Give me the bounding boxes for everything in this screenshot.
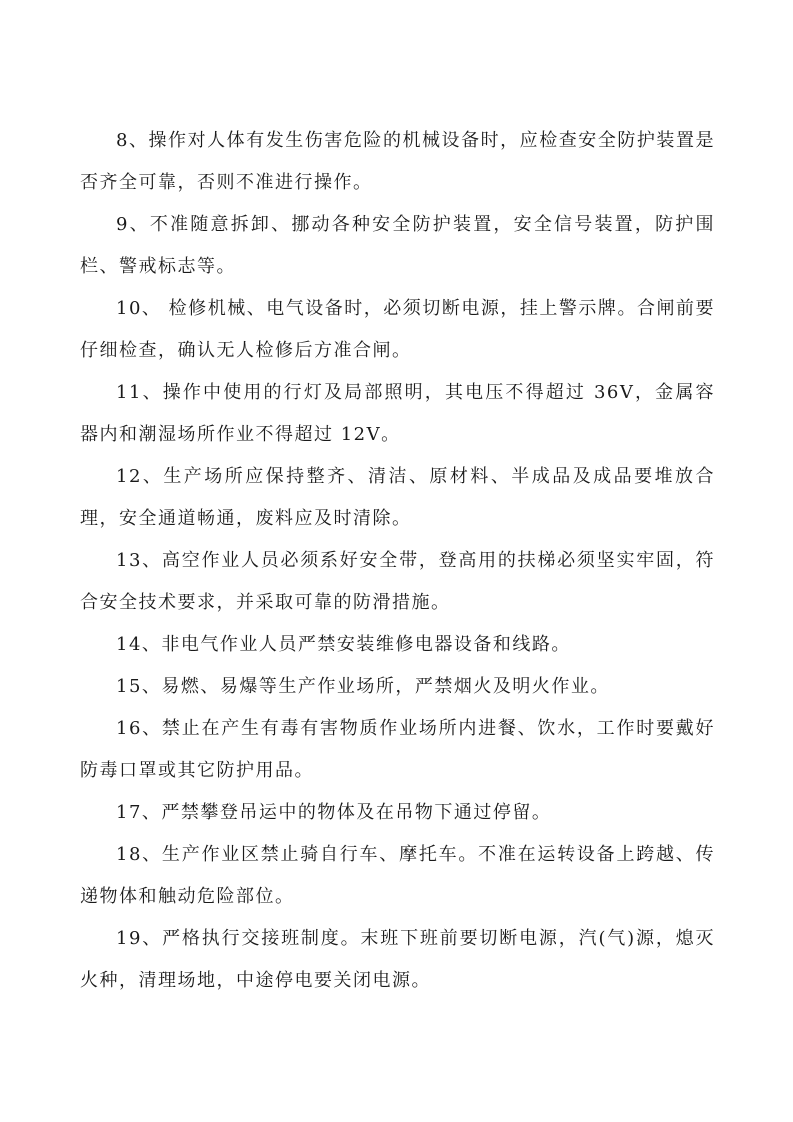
paragraph-rule-12: 12、生产场所应保持整齐、清洁、原材料、半成品及成品要堆放合理，安全通道畅通，废料应及时清除。 bbox=[80, 466, 715, 529]
paragraph-rule-17: 17、严禁攀登吊运中的物体及在吊物下通过停留。 bbox=[116, 802, 552, 823]
paragraph-rule-14: 14、非电气作业人员严禁安装维修电器设备和线路。 bbox=[116, 634, 571, 655]
paragraph-rule-11: 11、操作中使用的行灯及局部照明，其电压不得超过 36V，金属容器内和潮湿场所作业不得超过 12V。 bbox=[80, 382, 715, 445]
paragraph-rule-19: 19、严格执行交接班制度。末班下班前要切断电源，汽(气)源，熄灭火种，清理场地，中途停电要关闭电源。 bbox=[80, 928, 715, 991]
document-body bbox=[80, 120, 715, 1002]
paragraph-rule-10: 10、 检修机械、电气设备时，必须切断电源，挂上警示牌。合闸前要仔细检查，确认无人检修后方准合闸。 bbox=[80, 298, 715, 361]
paragraph-rule-16: 16、禁止在产生有毒有害物质作业场所内进餐、饮水，工作时要戴好防毒口罩或其它防护用品。 bbox=[80, 718, 715, 781]
paragraph-rule-13: 13、高空作业人员必须系好安全带，登高用的扶梯必须坚实牢固，符合安全技术要求，并采取可靠的防滑措施。 bbox=[80, 550, 715, 613]
paragraph-rule-15: 15、易燃、易爆等生产作业场所，严禁烟火及明火作业。 bbox=[116, 676, 610, 697]
paragraph-rule-18: 18、生产作业区禁止骑自行车、摩托车。不准在运转设备上跨越、传递物体和触动危险部位。 bbox=[80, 844, 715, 907]
paragraph-rule-8: 8、操作对人体有发生伤害危险的机械设备时，应检查安全防护装置是否齐全可靠，否则不准进行操作。 bbox=[80, 130, 715, 193]
paragraph-rule-9: 9、不准随意拆卸、挪动各种安全防护装置，安全信号装置，防护围栏、警戒标志等。 bbox=[80, 214, 715, 277]
